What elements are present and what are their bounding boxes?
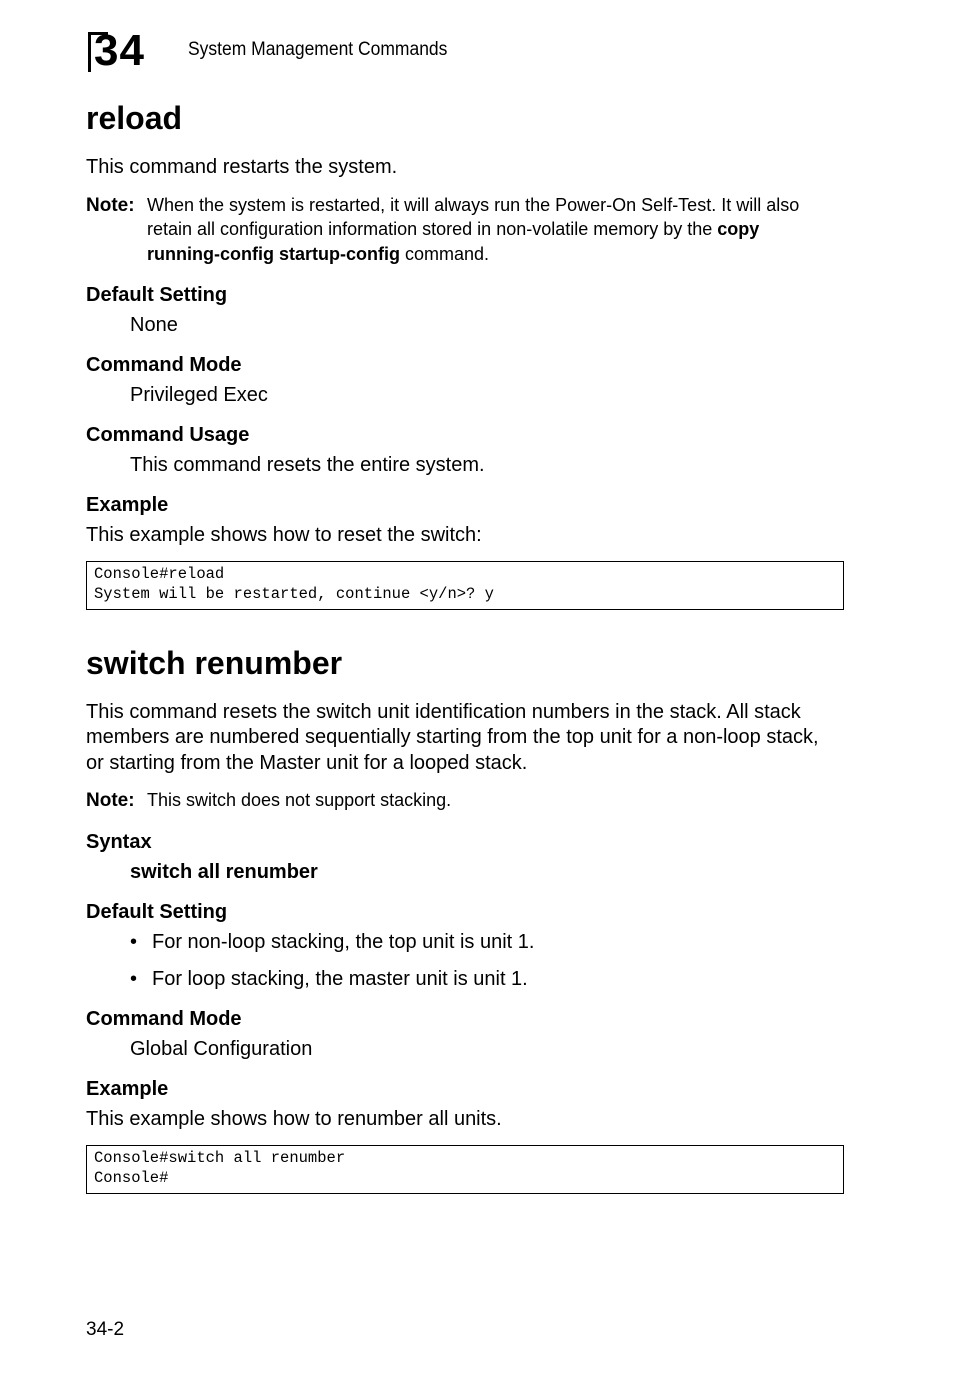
switch-renumber-default-setting-heading: Default Setting xyxy=(86,901,228,923)
reload-command-usage-heading: Command Usage xyxy=(86,424,250,446)
reload-example-heading: Example xyxy=(86,494,169,516)
chapter-number-badge xyxy=(88,26,168,75)
reload-code-block xyxy=(86,561,844,610)
reload-note-line-1: When the system is restarted, it will always run the Power-On Self-Test. It will also xyxy=(147,195,800,215)
bullet-marker: • xyxy=(130,968,138,990)
switch-renumber-command-mode-heading: Command Mode xyxy=(86,1008,242,1030)
reload-command-mode-heading: Command Mode xyxy=(86,354,242,376)
switch-renumber-syntax-value: switch all renumber xyxy=(130,861,318,883)
code-line: Console#switch all renumber xyxy=(94,1149,346,1167)
reload-default-setting-value: None xyxy=(130,314,178,336)
bullet-marker: • xyxy=(130,931,138,953)
chapter-number: 34 xyxy=(94,26,145,75)
switch-renumber-code-block xyxy=(86,1145,844,1194)
reload-note-line-3-text: command. xyxy=(399,244,490,264)
switch-renumber-command-mode-value: Global Configuration xyxy=(130,1038,313,1060)
reload-note-line-2 xyxy=(147,217,759,242)
reload-note-label: Note: xyxy=(86,195,135,216)
reload-example-intro: This example shows how to reset the switch: xyxy=(86,524,482,546)
switch-renumber-intro-line-2: members are numbered sequentially starting from the top unit for a non-loop stack, xyxy=(86,726,819,748)
switch-renumber-intro-line-1: This command resets the switch unit identification numbers in the stack. All stack xyxy=(86,701,801,723)
code-line: System will be restarted, continue <y/n>? y xyxy=(94,584,494,603)
reload-note-copy-bold: copy xyxy=(717,219,760,239)
reload-intro: This command restarts the system. xyxy=(86,156,398,178)
switch-renumber-syntax-heading: Syntax xyxy=(86,831,152,853)
chapter-bar-decoration xyxy=(88,32,91,72)
page-number: 34-2 xyxy=(86,1319,125,1340)
switch-renumber-note-text: This switch does not support stacking. xyxy=(147,790,452,810)
switch-renumber-example-intro: This example shows how to renumber all units. xyxy=(86,1108,502,1130)
code-line: Console# xyxy=(94,1168,169,1187)
list-item: For non-loop stacking, the top unit is unit 1. xyxy=(152,931,535,953)
code-line: Console#reload xyxy=(94,565,225,583)
section-title-reload: reload xyxy=(86,100,183,136)
switch-renumber-note-label: Note: xyxy=(86,790,135,811)
reload-note-line-2-text: retain all configuration information stored in non-volatile memory by the xyxy=(147,219,718,239)
reload-command-mode-value: Privileged Exec xyxy=(130,384,268,406)
list-item: For loop stacking, the master unit is unit 1. xyxy=(152,968,528,990)
switch-renumber-intro-line-3: or starting from the Master unit for a looped stack. xyxy=(86,752,528,774)
switch-renumber-example-heading: Example xyxy=(86,1078,169,1100)
reload-default-setting-heading: Default Setting xyxy=(86,284,228,306)
section-title-switch-renumber: switch renumber xyxy=(86,645,343,681)
chapter-title: System Management Commands xyxy=(188,39,448,60)
reload-command-usage-value: This command resets the entire system. xyxy=(130,454,485,476)
reload-note-line-3 xyxy=(147,242,489,267)
reload-note-command-bold: running-config startup-config xyxy=(147,244,400,264)
